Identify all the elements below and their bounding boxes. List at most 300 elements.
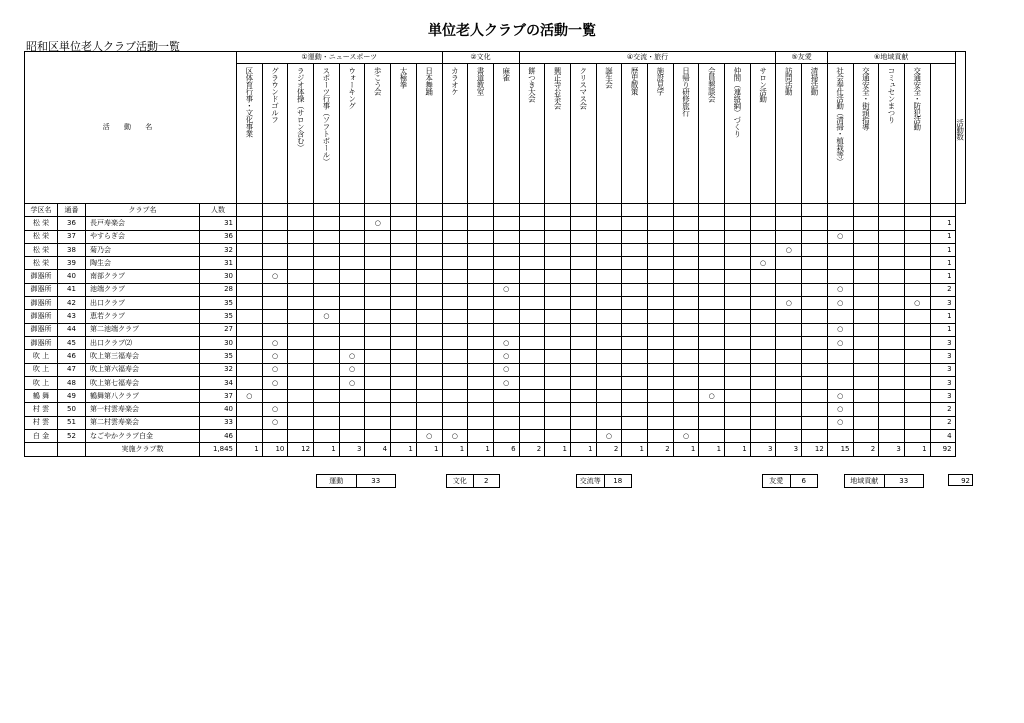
activity-mark: ○: [262, 270, 288, 283]
group-header: ⑥地域貢献: [827, 52, 955, 64]
activity-header: [879, 64, 905, 204]
summary-bar: [0, 474, 1024, 488]
activity-label: 清掃活動: [809, 67, 819, 95]
activity-cell: [519, 416, 545, 429]
school-cell: 鶴 舞: [25, 390, 58, 403]
activity-label: 餅つき大会: [527, 67, 537, 102]
table-row: [25, 230, 966, 243]
activity-cell: [596, 297, 622, 310]
empty-cell: [545, 204, 571, 217]
school-cell: 御器所: [25, 270, 58, 283]
activity-mark: ○: [339, 350, 365, 363]
activity-cell: [648, 283, 674, 296]
activity-cell: [904, 403, 930, 416]
activity-mark: ○: [827, 403, 853, 416]
activity-cell: [648, 336, 674, 349]
activity-header: [416, 64, 442, 204]
activity-cell: [391, 363, 417, 376]
activity-cell: [776, 350, 802, 363]
activity-header: [904, 64, 930, 204]
members-cell: 40: [200, 403, 237, 416]
activity-cell: [545, 416, 571, 429]
activity-cell: [365, 297, 391, 310]
totals-value: 10: [262, 443, 288, 456]
activity-cell: [596, 217, 622, 230]
activity-cell: [545, 297, 571, 310]
activity-mark: ○: [776, 243, 802, 256]
activity-cell: [673, 283, 699, 296]
activity-cell: [339, 390, 365, 403]
activity-cell: [365, 283, 391, 296]
activity-cell: [519, 363, 545, 376]
club-name-cell: 南部クラブ: [86, 270, 200, 283]
activity-cell: [853, 310, 879, 323]
activity-cell: [339, 230, 365, 243]
activity-cell: [545, 350, 571, 363]
activity-count-cell: 1: [930, 270, 955, 283]
activity-cell: [468, 283, 494, 296]
totals-value: 12: [288, 443, 314, 456]
activity-cell: [622, 323, 648, 336]
activity-cell: [339, 336, 365, 349]
activity-mark: ○: [262, 336, 288, 349]
activity-cell: [725, 403, 751, 416]
activity-cell: [237, 430, 263, 443]
activity-cell: [853, 376, 879, 389]
activity-cell: [519, 297, 545, 310]
totals-value: 4: [365, 443, 391, 456]
serial-cell: 49: [58, 390, 86, 403]
activity-header: [673, 64, 699, 204]
serial-cell: 38: [58, 243, 86, 256]
activity-cell: [365, 336, 391, 349]
activity-cell: [493, 403, 519, 416]
activity-header: [493, 64, 519, 204]
activity-cell: [519, 350, 545, 363]
activity-cell: [725, 323, 751, 336]
activity-cell: [339, 430, 365, 443]
activity-cell: [904, 323, 930, 336]
activity-cell: [853, 297, 879, 310]
activity-cell: [545, 243, 571, 256]
activity-mark: ○: [262, 416, 288, 429]
activity-cell: [391, 243, 417, 256]
activity-cell: [904, 257, 930, 270]
activity-cell: [416, 243, 442, 256]
totals-label: 実施クラブ数: [86, 443, 200, 456]
activity-cell: [879, 310, 905, 323]
activity-cell: [622, 310, 648, 323]
activity-cell: [519, 243, 545, 256]
activity-cell: [442, 416, 468, 429]
school-cell: 御器所: [25, 336, 58, 349]
totals-value: 1: [391, 443, 417, 456]
activity-cell: [673, 363, 699, 376]
activity-mark: ○: [493, 350, 519, 363]
activity-cell: [314, 430, 340, 443]
table-row: [25, 376, 966, 389]
activity-cell: [725, 363, 751, 376]
activity-cell: [288, 297, 314, 310]
column-header-school: 学区名: [25, 204, 58, 217]
activity-cell: [853, 403, 879, 416]
activity-mark: ○: [827, 297, 853, 310]
activity-cell: [725, 230, 751, 243]
activity-cell: [339, 257, 365, 270]
activity-cell: [622, 363, 648, 376]
activity-cell: [365, 270, 391, 283]
totals-value: 6: [493, 443, 519, 456]
activity-cell: [699, 257, 725, 270]
activity-cell: [879, 283, 905, 296]
activity-header: [391, 64, 417, 204]
school-cell: 白 金: [25, 430, 58, 443]
activity-cell: [648, 217, 674, 230]
activity-cell: [339, 416, 365, 429]
table-row: [25, 297, 966, 310]
activity-cell: [365, 403, 391, 416]
totals-value: 1: [237, 443, 263, 456]
activity-label: 麻雀: [501, 67, 511, 81]
activity-cell: [827, 376, 853, 389]
activity-cell: [570, 217, 596, 230]
totals-value: 1: [622, 443, 648, 456]
school-cell: 吹 上: [25, 350, 58, 363]
members-cell: 34: [200, 376, 237, 389]
activity-cell: [416, 297, 442, 310]
activity-table-container: [24, 51, 966, 457]
activity-cell: [827, 217, 853, 230]
activity-cell: [314, 363, 340, 376]
members-cell: 28: [200, 283, 237, 296]
activity-cell: [570, 310, 596, 323]
empty-cell: [725, 204, 751, 217]
activity-cell: [879, 230, 905, 243]
activity-cell: [237, 310, 263, 323]
activity-cell: [570, 416, 596, 429]
activity-cell: [391, 270, 417, 283]
activity-cell: [622, 416, 648, 429]
activity-cell: [776, 430, 802, 443]
activity-mark: ○: [493, 363, 519, 376]
activity-cell: [648, 403, 674, 416]
activity-cell: [545, 283, 571, 296]
activity-cell: [545, 403, 571, 416]
activity-count-cell: 2: [930, 283, 955, 296]
activity-count-cell: 3: [930, 350, 955, 363]
totals-value: 1: [442, 443, 468, 456]
serial-cell: 41: [58, 283, 86, 296]
activity-cell: [288, 217, 314, 230]
activity-cell: [622, 230, 648, 243]
activity-mark: ○: [365, 217, 391, 230]
activity-cell: [442, 310, 468, 323]
activity-cell: [750, 283, 776, 296]
activity-cell: [262, 430, 288, 443]
totals-value: 1: [673, 443, 699, 456]
activity-cell: [879, 416, 905, 429]
serial-cell: 42: [58, 297, 86, 310]
activity-header: [468, 64, 494, 204]
activity-cell: [468, 243, 494, 256]
activity-cell: [904, 376, 930, 389]
activity-cell: [314, 416, 340, 429]
activity-cell: [879, 376, 905, 389]
activity-cell: [879, 257, 905, 270]
empty-cell: [442, 204, 468, 217]
activity-cell: [648, 416, 674, 429]
activity-cell: [622, 403, 648, 416]
club-name-cell: 第二村雲寿楽会: [86, 416, 200, 429]
table-row: [25, 283, 966, 296]
activity-mark: ○: [339, 363, 365, 376]
activity-label: 仲間（連絡網）づくり: [732, 67, 742, 137]
activity-cell: [314, 403, 340, 416]
activity-cell: [570, 243, 596, 256]
activity-cell: [776, 270, 802, 283]
activity-cell: [776, 310, 802, 323]
activity-cell: [468, 336, 494, 349]
activity-label: カラオケ: [450, 67, 460, 95]
activity-cell: [596, 350, 622, 363]
activity-count-cell: 2: [930, 403, 955, 416]
table-row: [25, 390, 966, 403]
activity-cell: [750, 390, 776, 403]
activity-cell: [725, 376, 751, 389]
activity-mark: ○: [904, 297, 930, 310]
totals-value: 2: [596, 443, 622, 456]
activity-cell: [442, 270, 468, 283]
empty-cell: [58, 443, 86, 456]
activity-cell: [314, 283, 340, 296]
group-header: ⑤友愛: [776, 52, 827, 64]
activity-cell: [904, 416, 930, 429]
activity-cell: [442, 323, 468, 336]
summary-box: [844, 474, 924, 488]
activity-cell: [904, 243, 930, 256]
club-name-cell: 恵若クラブ: [86, 310, 200, 323]
school-cell: 村 雲: [25, 403, 58, 416]
club-name-cell: 出口クラブ: [86, 297, 200, 310]
activity-cell: [314, 350, 340, 363]
activity-cell: [416, 376, 442, 389]
activity-cell: [262, 217, 288, 230]
activity-cell: [802, 230, 828, 243]
members-cell: 33: [200, 416, 237, 429]
empty-cell: [416, 204, 442, 217]
activity-cell: [365, 323, 391, 336]
totals-value: 1: [468, 443, 494, 456]
activity-cell: [545, 363, 571, 376]
activity-cell: [750, 217, 776, 230]
activity-cell: [596, 403, 622, 416]
activity-mark: ○: [750, 257, 776, 270]
activity-cell: [519, 323, 545, 336]
table-row: [25, 310, 966, 323]
activity-cell: [622, 430, 648, 443]
activity-cell: [904, 390, 930, 403]
activity-cell: [416, 390, 442, 403]
serial-cell: 40: [58, 270, 86, 283]
activity-cell: [879, 363, 905, 376]
totals-value: 1: [314, 443, 340, 456]
activity-cell: [776, 403, 802, 416]
activity-cell: [853, 230, 879, 243]
activity-cell: [391, 403, 417, 416]
activity-cell: [904, 350, 930, 363]
empty-cell: [237, 204, 263, 217]
activity-cell: [391, 376, 417, 389]
club-name-cell: 出口クラブ⑵: [86, 336, 200, 349]
activity-count-header: [955, 52, 965, 204]
empty-cell: [930, 204, 955, 217]
activity-cell: [570, 390, 596, 403]
activity-count-cell: 3: [930, 390, 955, 403]
activity-cell: [776, 230, 802, 243]
activity-cell: [904, 310, 930, 323]
activity-label: 誕生会: [604, 67, 614, 88]
activity-header: [802, 64, 828, 204]
serial-cell: 44: [58, 323, 86, 336]
activity-cell: [879, 350, 905, 363]
activity-cell: [699, 217, 725, 230]
activity-label: 会員懇談会: [707, 67, 717, 102]
activity-cell: [314, 323, 340, 336]
activity-cell: [699, 297, 725, 310]
table-row: [25, 403, 966, 416]
group-header-row: [25, 52, 966, 64]
activity-cell: [699, 270, 725, 283]
school-cell: 御器所: [25, 283, 58, 296]
activity-cell: [519, 310, 545, 323]
totals-value: 2: [853, 443, 879, 456]
activity-count-cell: 1: [930, 323, 955, 336]
activity-cell: [879, 297, 905, 310]
activity-cell: [802, 336, 828, 349]
activity-cell: [314, 257, 340, 270]
summary-label: 友愛: [763, 475, 791, 487]
totals-value: 2: [648, 443, 674, 456]
activity-cell: [853, 336, 879, 349]
empty-cell: [904, 204, 930, 217]
activity-cell: [288, 323, 314, 336]
activity-cell: [237, 243, 263, 256]
activity-cell: [237, 350, 263, 363]
activity-cell: [802, 376, 828, 389]
activity-cell: [802, 297, 828, 310]
activity-cell: [314, 243, 340, 256]
activity-cell: [750, 350, 776, 363]
empty-cell: [596, 204, 622, 217]
activity-cell: [262, 310, 288, 323]
activity-cell: [879, 243, 905, 256]
activity-header: [622, 64, 648, 204]
empty-cell: [802, 204, 828, 217]
activity-cell: [596, 230, 622, 243]
activity-label: グラウンドゴルフ: [270, 67, 280, 123]
activity-cell: [673, 257, 699, 270]
activity-cell: [853, 270, 879, 283]
activity-cell: [750, 403, 776, 416]
members-cell: 46: [200, 430, 237, 443]
activity-cell: [802, 283, 828, 296]
activity-cell: [853, 430, 879, 443]
page-subtitle: 昭和区単位老人クラブ活動一覧: [26, 40, 180, 53]
school-cell: 松 栄: [25, 243, 58, 256]
school-cell: 吹 上: [25, 376, 58, 389]
activity-cell: [545, 323, 571, 336]
group-header: ①運動・ニュースポーツ: [237, 52, 443, 64]
activity-cell: [545, 230, 571, 243]
group-header: ④交流・旅行: [519, 52, 776, 64]
column-header-members: 人数: [200, 204, 237, 217]
activity-cell: [339, 310, 365, 323]
page-title: 単位老人クラブの活動一覧: [428, 23, 596, 39]
totals-value: 1: [545, 443, 571, 456]
activity-cell: [596, 257, 622, 270]
activity-cell: [699, 323, 725, 336]
activity-mark: ○: [827, 336, 853, 349]
school-cell: 御器所: [25, 310, 58, 323]
activity-cell: [468, 350, 494, 363]
activity-cell: [750, 270, 776, 283]
summary-total: 92: [948, 474, 973, 486]
empty-cell: [622, 204, 648, 217]
club-name-cell: 菊乃会: [86, 243, 200, 256]
summary-value: 6: [801, 477, 806, 485]
summary-box: [762, 474, 818, 488]
activity-cell: [262, 323, 288, 336]
activity-cell: [339, 297, 365, 310]
activity-cell: [648, 350, 674, 363]
activity-cell: [314, 270, 340, 283]
summary-label: 地域貢献: [845, 475, 885, 487]
activity-cell: [262, 297, 288, 310]
activity-label: 交通安全・街頭指導: [861, 67, 871, 130]
activity-mark: ○: [699, 390, 725, 403]
activity-cell: [288, 310, 314, 323]
activity-cell: [802, 243, 828, 256]
activity-label: 太極拳: [398, 67, 408, 88]
activity-cell: [827, 310, 853, 323]
activity-label: 日帰り研修旅行: [681, 67, 691, 116]
activity-cell: [288, 243, 314, 256]
activity-cell: [776, 336, 802, 349]
activity-cell: [570, 270, 596, 283]
table-row: [25, 243, 966, 256]
activity-header: [365, 64, 391, 204]
activity-cell: [725, 350, 751, 363]
activity-cell: [904, 217, 930, 230]
activity-cell: [262, 230, 288, 243]
activity-mark: ○: [596, 430, 622, 443]
column-header-no: 通番: [58, 204, 86, 217]
table-row: [25, 416, 966, 429]
activity-count-cell: 1: [930, 230, 955, 243]
totals-row: [25, 443, 966, 456]
activity-cell: [339, 217, 365, 230]
activity-mark: ○: [314, 310, 340, 323]
activity-cell: [776, 376, 802, 389]
activity-cell: [442, 257, 468, 270]
activity-cell: [519, 403, 545, 416]
activity-cell: [904, 336, 930, 349]
activity-cell: [648, 430, 674, 443]
activity-cell: [519, 230, 545, 243]
activity-label: 書道教室: [476, 67, 486, 95]
activity-cell: [416, 283, 442, 296]
activity-header: [442, 64, 468, 204]
